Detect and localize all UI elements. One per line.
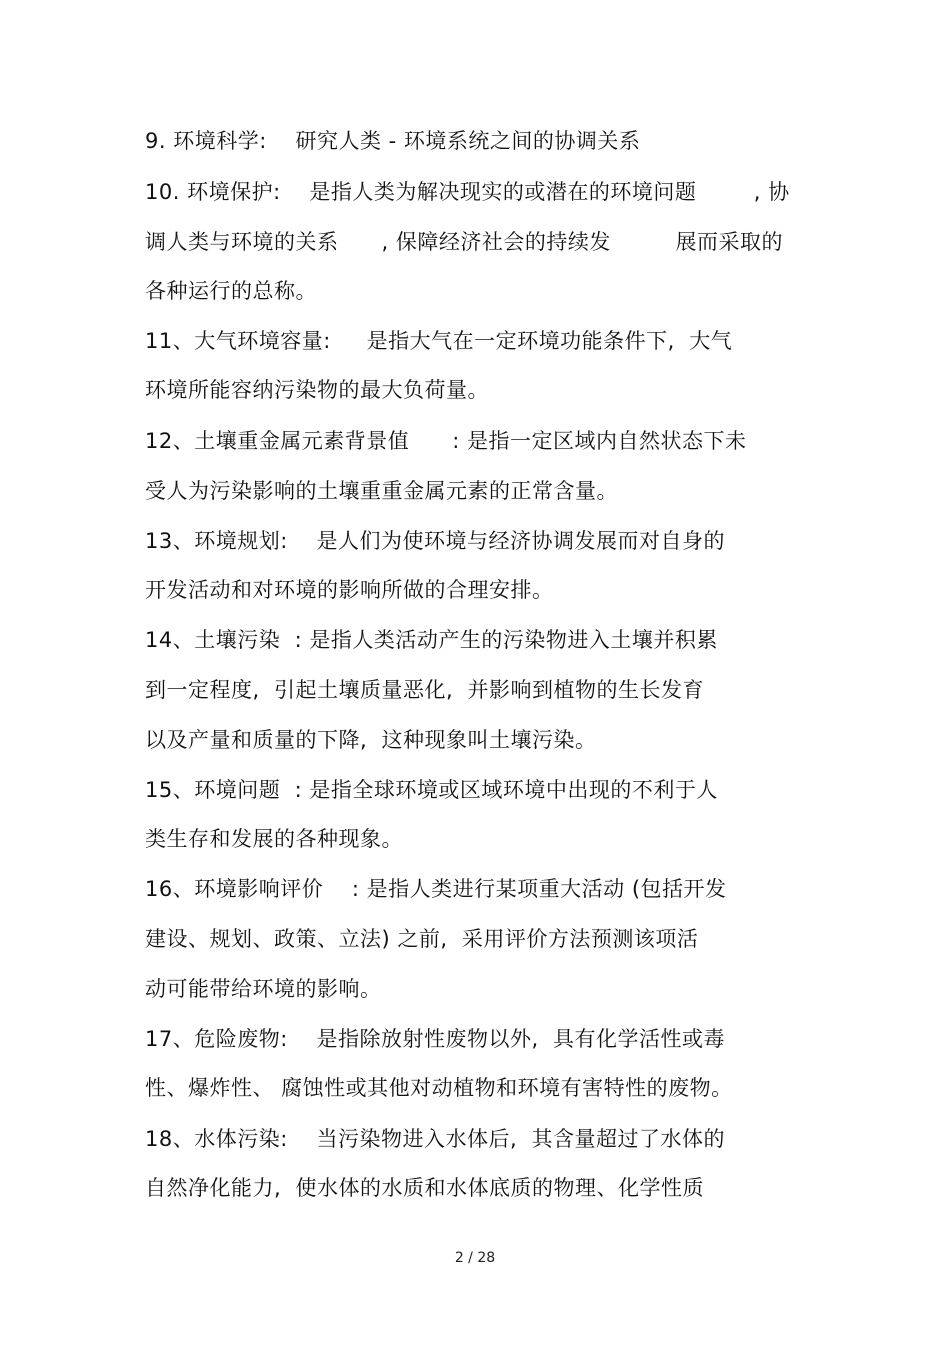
text-line: 13、环境规划: 是人们为使环境与经济协调发展而对自身的: [145, 529, 725, 553]
page-number: 2 / 28: [454, 1250, 496, 1266]
text-line: 各种运行的总称。: [145, 279, 317, 303]
text-line: 12、土壤重金属元素背景值 : 是指一定区域内自然状态下未: [145, 429, 747, 453]
text-line: 14、土壤污染 : 是指人类活动产生的污染物进入土壤并积累: [145, 628, 718, 652]
text-line: 自然净化能力, 使水体的水质和水体底质的物理、化学性质: [145, 1176, 705, 1200]
text-line: 类生存和发展的各种现象。: [145, 827, 403, 851]
text-line: 15、环境问题 : 是指全球环境或区域环境中出现的不利于人: [145, 778, 718, 802]
text-line: 开发活动和对环境的影响所做的合理安排。: [145, 578, 554, 602]
text-line: 动可能带给环境的影响。: [145, 977, 382, 1001]
text-line: 10. 环境保护: 是指人类为解决现实的或潜在的环境问题 , 协: [145, 180, 790, 204]
text-line: 9. 环境科学: 研究人类 - 环境系统之间的协调关系: [145, 129, 641, 153]
text-line: 16、环境影响评价 : 是指人类进行某项重大活动 (包括开发: [145, 877, 727, 901]
text-line: 环境所能容纳污染物的最大负荷量。: [145, 378, 489, 402]
text-line: 18、水体污染: 当污染物进入水体后, 其含量超过了水体的: [145, 1127, 726, 1151]
text-line: 调人类与环境的关系 , 保障经济社会的持续发 展而采取的: [145, 230, 783, 254]
text-line: 到一定程度, 引起土壤质量恶化, 并影响到植物的生长发育: [145, 678, 705, 702]
text-line: 11、大气环境容量: 是指大气在一定环境功能条件下, 大气: [145, 329, 733, 353]
text-line: 以及产量和质量的下降, 这种现象叫土壤污染。: [145, 728, 597, 752]
text-line: 建设、规划、政策、立法) 之前, 采用评价方法预测该项活: [145, 927, 699, 951]
text-line: 17、危险废物: 是指除放射性废物以外, 具有化学活性或毒: [145, 1027, 726, 1051]
text-line: 性、爆炸性、 腐蚀性或其他对动植物和环境有害特性的废物。: [145, 1076, 733, 1100]
text-line: 受人为污染影响的土壤重重金属元素的正常含量。: [145, 479, 618, 503]
